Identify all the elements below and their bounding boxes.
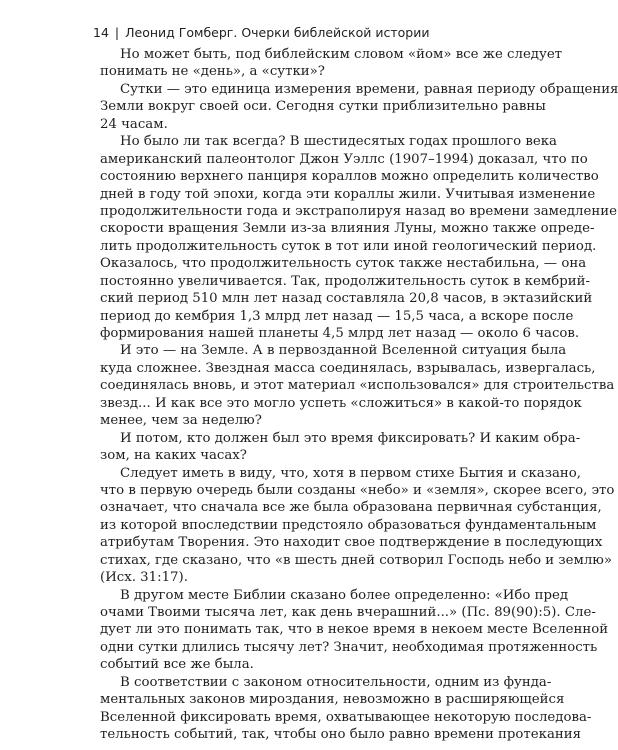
- text-line: период до кембрия 1,3 млрд лет назад — 15,5 часа, а вскоре после: [100, 308, 574, 324]
- text-line: 24 часам.: [100, 116, 168, 132]
- text-line: Но было ли так всегда? В шестидесятых годах прошлого века: [120, 134, 557, 150]
- text-line: звезд... И как все это могло успеть «сложиться» в какой-то порядок: [100, 395, 582, 411]
- text-line: одни сутки длились тысячу лет? Значит, необходимая протяженность: [100, 639, 598, 655]
- text-line: постоянно увеличивается. Так, продолжительность суток в кембрий-: [100, 273, 590, 289]
- text-line: очами Твоими тысяча лет, как день вчерашний...» (Пс. 89(90):5). Сле-: [100, 605, 596, 620]
- text-line: атрибутам Творения. Это находит свое подтверждение в последующих: [100, 535, 603, 551]
- text-line: И потом, кто должен был это время фиксировать? И каким обра-: [120, 430, 581, 446]
- text-line: состоянию верхнего панциря кораллов можно определить количество: [100, 169, 599, 185]
- text-line: что в первую очередь были созданы «небо» и «земля», скорее всего, это: [100, 482, 615, 498]
- text-line: стихах, где сказано, что «в шесть дней сотворил Господь небо и землю»: [100, 552, 613, 568]
- text-line: Оказалось, что продолжительность суток также нестабильна, — она: [100, 256, 587, 272]
- text-line: тельность событий, так, чтобы оно было равно времени протекания: [100, 727, 582, 743]
- running-title: Леонид Гомберг. Очерки библейской истории: [125, 25, 430, 40]
- text-line: скорости вращения Земли из-за влияния Луны, можно также опреде-: [100, 221, 595, 237]
- text-line: Следует иметь в виду, что, хотя в первом стихе Бытия и сказано,: [120, 465, 581, 481]
- text-line: ментальных законов мироздания, невозможно в расширяющейся: [100, 692, 565, 708]
- text-line: В другом месте Библии сказано более определенно: «Ибо пред: [120, 587, 569, 603]
- text-line: дует ли это понимать так, что в некое время в некоем месте Вселенной: [100, 622, 609, 638]
- text-line: дней в году той эпохи, когда эти кораллы жили. Учитывая изменение: [100, 186, 596, 202]
- text-line: ский период 510 млн лет назад составляла 20,8 часов, в эктазийский: [100, 291, 593, 307]
- text-line: формирования нашей планеты 4,5 млрд лет назад — около 6 часов.: [100, 326, 580, 341]
- text-line: соединялась вновь, и этот материал «использовался» для строительства: [100, 378, 615, 394]
- text-line: Сутки — это единица измерения времени, равная периоду обращения: [120, 81, 618, 97]
- text-line: означает, что сначала все же была образована первичная субстанция,: [100, 500, 602, 516]
- text-line: зом, на каких часах?: [100, 448, 247, 464]
- text-line: Вселенной фиксировать время, охватывающее некоторую последова-: [100, 709, 592, 725]
- running-head: [93, 25, 429, 41]
- text-line: Но может быть, под библейским словом «йом» все же следует: [120, 47, 563, 62]
- page-body-text: [100, 46, 618, 744]
- text-line: И это — на Земле. А в первозданной Вселенной ситуация была: [120, 343, 567, 359]
- text-line: В соответствии с законом относительности, одним из фунда-: [120, 674, 552, 690]
- text-line: Земли вокруг своей оси. Сегодня сутки приблизительно равны: [100, 99, 546, 115]
- text-line: из которой впоследствии предстояло образоваться фундаментальным: [100, 517, 597, 533]
- text-line: событий все же была.: [100, 657, 254, 673]
- text-line: американский палеонтолог Джон Уэллс (1907–1994) доказал, что по: [100, 151, 588, 167]
- text-line: продолжительности года и экстраполируя назад во времени замедление: [100, 203, 617, 219]
- text-line: (Исх. 31:17).: [100, 570, 188, 586]
- header-separator: |: [114, 25, 120, 40]
- text-line: лить продолжительность суток в тот или иной геологический период.: [100, 238, 597, 254]
- page-number: 14: [93, 25, 109, 40]
- text-line: куда сложнее. Звездная масса соединялась, взрывалась, извергалась,: [100, 360, 596, 376]
- text-line: менее, чем за неделю?: [100, 413, 262, 429]
- text-line: понимать не «день», а «сутки»?: [100, 64, 325, 80]
